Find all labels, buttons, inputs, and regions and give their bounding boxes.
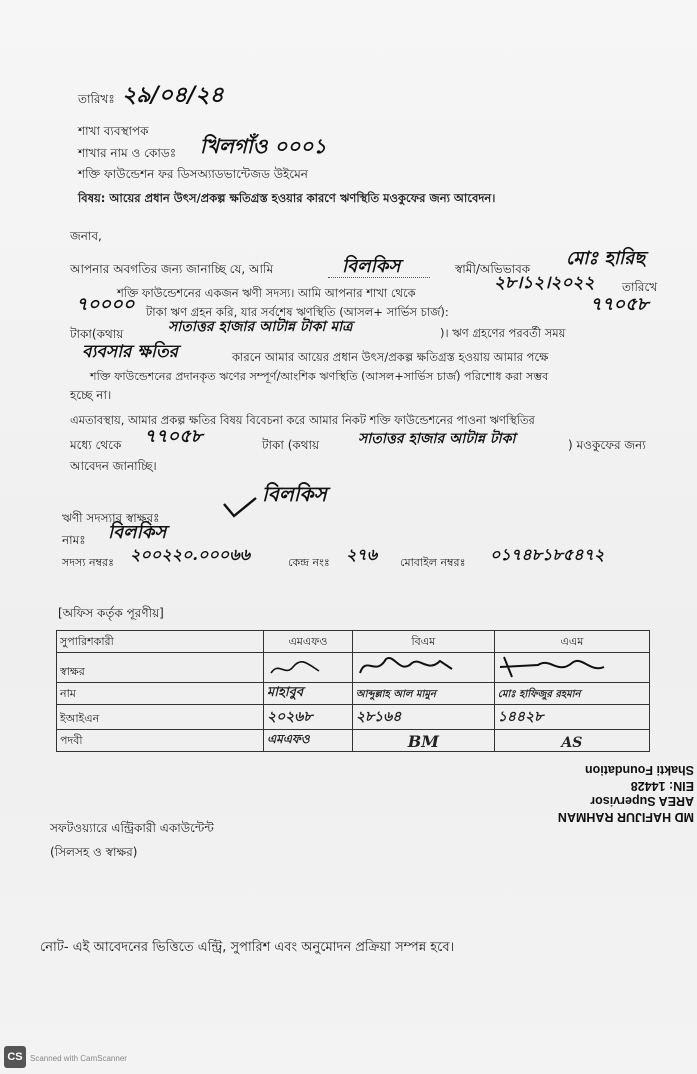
table-row bbox=[57, 653, 650, 683]
para1-balance: ৭৭০৫৮ bbox=[590, 294, 649, 315]
mobile-label: মোবাইল নম্বরঃ bbox=[400, 556, 466, 569]
center-value: ২৭৬ bbox=[346, 545, 378, 564]
stamp-line: EIN: 14428 bbox=[630, 778, 694, 793]
para1-line1b: স্বামী/অভিভাবক bbox=[455, 262, 531, 276]
table-row bbox=[57, 683, 650, 705]
para1-balance-words: সাতাত্তর হাজার আটান্ন টাকা মাত্র bbox=[168, 319, 353, 335]
para2-line2c: ) মওকুফের জন্য bbox=[568, 438, 646, 452]
table-cell: BM bbox=[352, 730, 494, 752]
para1-line5a: কারনে আমার আয়ের প্রধান উৎস/প্রকল্প ক্ষতিগ্রস্ত হওয়ায় আমার পক্ষে bbox=[232, 350, 549, 364]
office-table bbox=[56, 630, 650, 752]
stamp-line: Shakti Foundation bbox=[584, 763, 694, 778]
para1-line3a: টাকা ঋণ গ্রহন করি, যার সর্বশেষ ঋণস্থিতি (আসল+ সার্ভিস চার্জ): bbox=[146, 305, 449, 319]
name-underline bbox=[328, 277, 430, 278]
borrower-name-label: নামঃ bbox=[62, 533, 86, 547]
table-cell: AS bbox=[494, 730, 649, 752]
table-header-row bbox=[57, 631, 650, 653]
table-cell: ২৮১৬৪ bbox=[352, 705, 494, 730]
borrower-name-value: বিলকিস bbox=[108, 522, 167, 543]
para2-line2a: মধ্যে থেকে bbox=[70, 438, 122, 452]
row-label: পদবী bbox=[57, 730, 264, 752]
signature-mfo-icon bbox=[267, 659, 327, 679]
table-cell: ২০২৬৮ bbox=[264, 705, 353, 730]
date-value: ২৯/০৪/২৪ bbox=[122, 82, 224, 108]
signature-am-icon bbox=[498, 653, 608, 679]
camscanner-text: Scanned with CamScanner bbox=[30, 1054, 127, 1063]
para1-loan-date: ২৮।১২।২০২২ bbox=[494, 273, 595, 293]
camscanner-logo-icon: CS bbox=[4, 1046, 26, 1068]
borrower-sig-label: ঋণী সদস্যার স্বাক্ষরঃ bbox=[62, 511, 160, 525]
center-label: কেন্দ্র নংঃ bbox=[288, 556, 330, 569]
subject: বিষয়: আয়ের প্রধান উৎস/প্রকল্প ক্ষতিগ্রস্ত হওয়ার কারণে ঋণস্থিতি মওকুফের জন্য আবেদন। bbox=[78, 191, 496, 205]
branch-value: খিলগাঁও ০০০১ bbox=[200, 134, 327, 158]
salutation: জনাব, bbox=[70, 229, 102, 243]
para1-line4b: )। ঋণ গ্রহণের পরবর্তী সময় bbox=[440, 326, 566, 340]
signature-cell bbox=[494, 653, 649, 683]
signature-cell bbox=[352, 653, 494, 683]
mobile-value: ০১৭৪৮১৮৫৪৭২ bbox=[490, 545, 605, 564]
software-line1: সফটওয়্যারে এন্ট্রিকারী একাউন্টেন্ট bbox=[50, 821, 214, 835]
para1-line2b: তারিখে bbox=[622, 280, 658, 294]
para2-amount-words: সাতাত্তর হাজার আটান্ন টাকা bbox=[358, 431, 516, 447]
para2-line2b: টাকা (কথায় bbox=[262, 438, 320, 452]
office-heading: [অফিস কর্তৃক পূরণীয়] bbox=[58, 606, 164, 620]
member-label: সদস্য নম্বরঃ bbox=[62, 556, 114, 569]
para2-amount: ৭৭০৫৮ bbox=[144, 426, 203, 447]
para1-line1a: আপনার অবগতির জন্য জানাচ্ছি যে, আমি bbox=[70, 262, 274, 276]
table-header-cell: এমএফও bbox=[264, 631, 353, 653]
branch-label: শাখার নাম ও কোডঃ bbox=[78, 146, 177, 160]
para1-line6: শক্তি ফাউন্ডেশনের প্রদানকৃত ঋণের সম্পূর্ণ/আংশিক ঋণস্থিতি (আসল+সার্ভিস চার্জ) পরিশোধ করা সম্ভব bbox=[90, 370, 549, 383]
para1-reason: ব্যবসার ক্ষতির bbox=[82, 342, 179, 362]
signature-cell bbox=[264, 653, 353, 683]
para1-guardian: মোঃ হারিছ bbox=[566, 248, 646, 269]
table-cell: মোঃ হাফিজুর রহমান bbox=[494, 683, 649, 705]
software-line2: (সিলসহ ও স্বাক্ষর) bbox=[50, 845, 138, 859]
row-label: স্বাক্ষর bbox=[57, 653, 264, 683]
row-label: নাম bbox=[57, 683, 264, 705]
officer-stamp bbox=[518, 758, 694, 824]
para1-line4a: টাকা(কথায় bbox=[70, 327, 124, 341]
borrower-signature: বিলকিস bbox=[262, 482, 327, 506]
stamp-line: AREA Supervisor bbox=[590, 794, 694, 809]
table-cell: মাহাবুব bbox=[264, 683, 353, 705]
table-row bbox=[57, 730, 650, 752]
table-cell: ১৪৪২৮ bbox=[494, 705, 649, 730]
para1-loan-amount: ৭০০০০ bbox=[76, 294, 135, 315]
table-header-cell: এএম bbox=[494, 631, 649, 653]
para1-name: বিলকিস bbox=[342, 256, 401, 277]
para1-line7: হচ্ছে না। bbox=[70, 388, 112, 402]
table-cell: এমএফও bbox=[264, 730, 353, 752]
addressee-line3: শক্তি ফাউন্ডেশন ফর ডিসঅ্যাডভান্টেজড উইমেন bbox=[78, 167, 308, 181]
stamp-line: MD HAFIJUR RAHMAN bbox=[557, 810, 694, 824]
date-label: তারিখঃ bbox=[78, 92, 115, 106]
row-label: ইআইএন bbox=[57, 705, 264, 730]
addressee-line1: শাখা ব্যবস্থাপক bbox=[78, 124, 149, 138]
check-mark-icon bbox=[222, 496, 258, 518]
member-value: ২০০২২০.০০০৬৬ bbox=[130, 545, 251, 564]
signature-bm-icon bbox=[356, 653, 456, 679]
para1-line2a: শক্তি ফাউন্ডেশনের একজন ঋণী সদস্য। আমি আপনার শাখা থেকে bbox=[117, 286, 416, 300]
table-header-cell: বিএম bbox=[352, 631, 494, 653]
para2-line3: আবেদন জানাচ্ছি। bbox=[70, 459, 157, 473]
table-header-cell: সুপারিশকারী bbox=[57, 631, 264, 653]
table-cell: আব্দুল্লাহ আল মামুন bbox=[352, 683, 494, 705]
table-row bbox=[57, 705, 650, 730]
para2-line1: এমতাবস্থায়, আমার প্রকল্প ক্ষতির বিষয় বিবেচনা করে আমার নিকট শক্তি ফাউন্ডেশনের পাওনা ঋণস্থিতির bbox=[70, 413, 535, 427]
footer-note: নোট- এই আবেদনের ভিত্তিতে এন্ট্রি, সুপারিশ এবং অনুমোদন প্রক্রিয়া সম্পন্ন হবে। bbox=[40, 940, 455, 955]
